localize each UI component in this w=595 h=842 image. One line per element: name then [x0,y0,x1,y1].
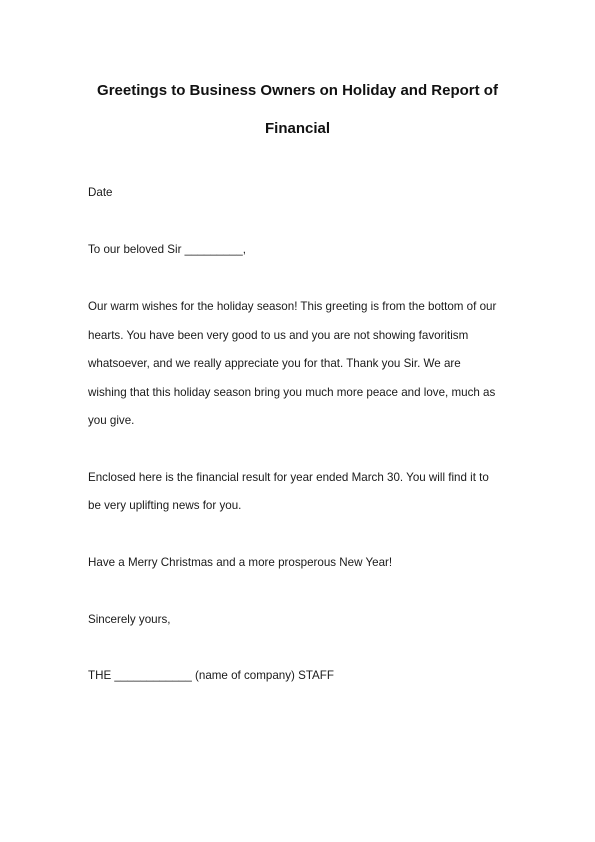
paragraph-line: whatsoever, and we really appreciate you for that. Thank you Sir. We are [88,357,461,370]
paragraph-line: hearts. You have been very good to us and you are not showing favoritism [88,329,469,342]
paragraph-line: Our warm wishes for the holiday season! This greeting is from the bottom of our [88,300,497,313]
paragraph-line: wishing that this holiday season bring you much more peace and love, much as [88,386,496,399]
closing-wish: Have a Merry Christmas and a more prosperous New Year! [88,556,393,569]
salutation: To our beloved Sir _________, [88,243,246,256]
document-title-line-2: Financial [264,120,331,137]
paragraph-line: Enclosed here is the financial result for year ended March 30. You will find it to [88,471,489,484]
sign-off: Sincerely yours, [88,613,171,626]
date-label: Date [88,186,113,199]
signature-line: THE ____________ (name of company) STAFF [88,669,334,682]
paragraph-line: you give. [88,414,135,427]
document-title-line-1: Greetings to Business Owners on Holiday and Report of [97,82,498,99]
paragraph-line: be very uplifting news for you. [88,499,242,512]
